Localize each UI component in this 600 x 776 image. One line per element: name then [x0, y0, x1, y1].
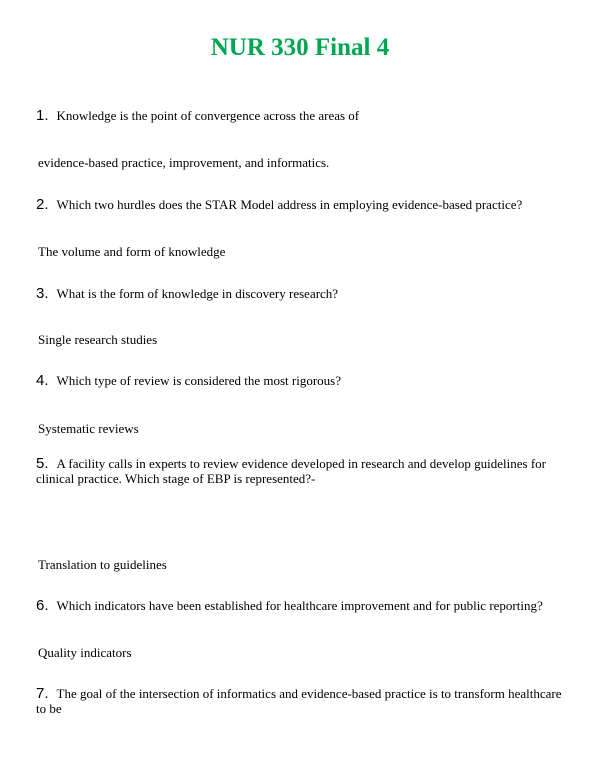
question-text: A facility calls in experts to review evidence developed in research and develop guidelines for clinical practice. Which stage of EBP is represented?-: [36, 456, 546, 486]
question-text: Which two hurdles does the STAR Model address in employing evidence-based practice?: [56, 197, 523, 212]
page-title: NUR 330 Final 4: [210, 34, 390, 61]
question-number: 6.: [36, 597, 49, 614]
question-number: 3.: [36, 285, 49, 302]
question-number: 7.: [36, 685, 49, 702]
question-2: [36, 197, 566, 212]
question-number: 5.: [36, 455, 49, 472]
question-7: [36, 686, 566, 716]
question-text: Which type of review is considered the most rigorous?: [56, 373, 341, 388]
question-6: [36, 598, 566, 613]
question-4: [36, 373, 566, 388]
question-number: 4.: [36, 372, 49, 389]
question-number: 1.: [36, 107, 49, 124]
answer-5: Translation to guidelines: [38, 557, 167, 572]
question-text: What is the form of knowledge in discovery research?: [56, 286, 339, 301]
question-text: Which indicators have been established for healthcare improvement and for public reporting?: [56, 598, 543, 613]
answer-2: The volume and form of knowledge: [38, 244, 226, 259]
question-text: Knowledge is the point of convergence across the areas of: [56, 108, 360, 123]
answer-4: Systematic reviews: [38, 421, 139, 436]
question-5: [36, 456, 566, 486]
question-text: The goal of the intersection of informatics and evidence-based practice is to transform healthcare to be: [36, 686, 562, 716]
answer-6: Quality indicators: [38, 645, 132, 660]
answer-3: Single research studies: [38, 332, 158, 347]
question-3: [36, 286, 566, 301]
answer-1: evidence-based practice, improvement, and informatics.: [38, 155, 330, 170]
question-1: [36, 108, 566, 123]
question-number: 2.: [36, 196, 49, 213]
